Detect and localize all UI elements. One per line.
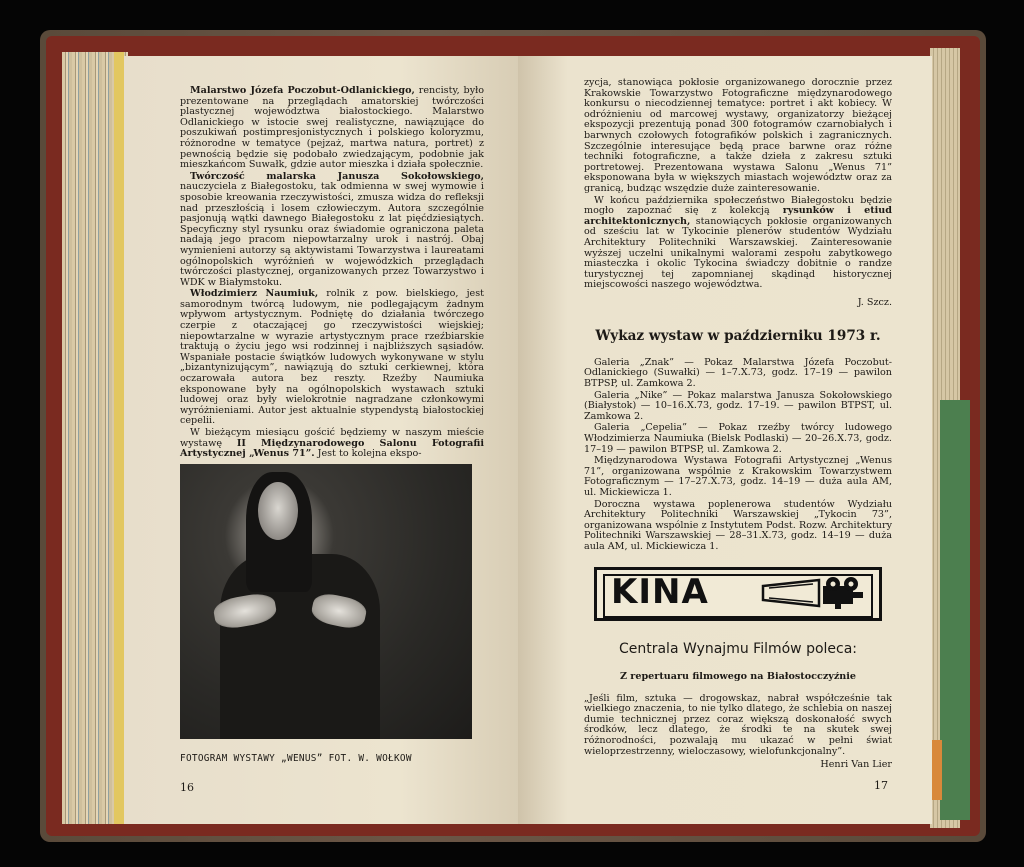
listings-heading: Wykaz wystaw w październiku 1973 r.: [595, 327, 881, 344]
photo-caption: FOTOGRAM WYSTAWY „WENUS” FOT. W. WOŁKOW: [180, 752, 412, 764]
page-number-right: 17: [874, 779, 888, 792]
left-page: [124, 56, 518, 824]
paragraph-wenus: W bieżącym miesiącu gościć będziemy w naszym mieście wystawę II Międzynarodowego Salonu Fotografii Artystycznej „Wenus 71”. Jest to kolejna ekspo-: [180, 427, 484, 460]
page-number-left: 16: [180, 781, 194, 794]
paragraph-wenus-continued: zycja, stanowiąca pokłosie organizowanego dorocznie przez Krakowskie Towarzystwo Fotograficzne międzynarodowego konkursu o niecodziennej tematyce: portret i akt kobiecy. W odróżnieniu od marcowej wystawy, organizatorzy bieżącej ekspozycji prezentują ponad 300 fotogramów czarnobiałych i barwnych czołowych fotografików polskich i zagranicznych. Szczególnie interesujące będą prace barwne oraz różne techniki fotograficzne, a także dzieła z zakresu sztuki portretowej. Prezentowana wystawa Salonu „Wenus 71” eksponowana była w większych miastach województw oraz za granicą, budząc wszędzie duże zainteresowanie.: [584, 77, 892, 194]
film-projector-icon: [759, 576, 869, 610]
quote-author: Henri Van Lier: [820, 759, 892, 771]
right-page: [518, 56, 932, 824]
page-edges-left: [62, 52, 128, 824]
film-quote: „Jeśli film, sztuka — drogowskaz, nabrał współcześnie tak wielkiego znaczenia, to nie tylko dlatego, że schlebia on naszej dumie technicznej przez coraz większą doskonałość swych środków, lecz dlatego, że środki te na skutek swej różnorodności, pozwalają mu ukazać w pełni świat wieloprzestrzenny, wieloczasowy, wielofunkcjonalny”.: [584, 692, 892, 757]
kina-logo: [594, 567, 882, 621]
paragraph-tykocin: W końcu października społeczeństwo Białegostoku będzie mogło zapoznać się z kolekcją rysunków i etiud architektonicznych, stanowiących pokłosie organizowanych od sześciu lat w Tykocinie plenerów studentów Wydziału Architektury Politechniki Warszawskiej. Zainteresowanie wyższej uczelni unikalnymi walorami zespołu zabytkowego miasteczka i okolic Tykocina świadczy dobitnie o randze turystycznej tej zapomnianej skądinąd historycznej miejscowości naszego województwa.: [584, 194, 892, 291]
centrala-heading: Centrala Wynajmu Filmów poleca:: [618, 640, 858, 657]
repertoire-subheading: Z repertuaru filmowego na Białostocczyźnie: [619, 670, 857, 682]
listing-item: Doroczna wystawa poplenerowa studentów Wydziału Architektury Politechniki Warszawskiej „Tykocin 73”, organizowana wspólnie z Instytutem Podst. Rozw. Architektury Politechniki Warszawskiej — 28–31.X.73, godz. 14–19 — duża aula AM, ul. Mickiewicza 1.: [584, 498, 892, 552]
paragraph-poczobut: Malarstwo Józefa Poczobut-Odlanickiego, rencisty, było prezentowane na przeglądach amatorskiej twórczości plastycznej województwa białostockiego. Malarstwo Odlanickiego w istocie swej realistyczne, nawiązujące do poszukiwań postimpresjonistycznych i polskiego koloryzmu, różnorodne w tematyce (pejzaż, martwa natura, portret) z pewnością będzie się podobało zwiedzającym, podobnie jak mieszkańcom Suwałk, gdzie autor mieszka i działa społecznie.: [180, 85, 484, 171]
listing-item: Galeria „Nike” — Pokaz malarstwa Janusza Sokołowskiego (Białystok) — 10–16.X.73, godz. 17–19. — pawilon BTPST, ul. Zamkowa 2.: [584, 389, 892, 422]
kina-logo-text: KINA: [611, 571, 709, 612]
listing-item: Galeria „Znak” — Pokaz Malarstwa Józefa Poczobut-Odlanickiego (Suwałki) — 1–7.X.73, godz. 17–19 — pawilon BTPSP, ul. Zamkowa 2.: [584, 356, 892, 390]
listing-item: Międzynarodowa Wystawa Fotografii Artystycznej „Wenus 71”, organizowana wspólnie z Krakowskim Towarzystwem Fotograficznym — 17–27.X.73, godz. 14–19 — duża aula AM, ul. Mickiewicza 1.: [584, 455, 892, 498]
bookmark-tab-green: [940, 400, 970, 820]
paragraph-naumiuk: Włodzimierz Naumiuk, rolnik z pow. bielskiego, jest samorodnym twórcą ludowym, nie podlegającym żadnym wpływom artystycznym. Podniętę do działania twórczego czerpie z otaczającej go rzeczywistości wiejskiej; niepowtarzalne w wyrazie artystycznym prace rzeźbiarskie traktują o życiu jego wsi rodzinnej i najbliższych sąsiadów. Wspaniałe postacie świątków ludowych wykonywane w stylu „bizantynizującym”, nawiązują do sztuki cerkiewnej, która oczarowała autora bez reszty. Rzeźby Naumiuka eksponowane były na ogólnopolskich wystawach sztuki ludowej oraz były wielokrotnie nagradzane członkowymi wyróżnieniami. Autor jest aktualnie stypendystą białostockiej cepelii.: [180, 288, 484, 427]
right-column: [584, 78, 892, 291]
listing-item: Galeria „Cepelia” — Pokaz rzeźby twórcy ludowego Włodzimierza Naumiuka (Bielsk Podlaski) — 20–26.X.73, godz. 17–19 — pawilon BTPSP, ul. Zamkowa 2.: [584, 422, 892, 455]
paragraph-sokolowski: Twórczość malarska Janusza Sokołowskiego, nauczyciela z Białegostoku, tak odmienna w swej wymowie i sposobie kreowania rzeczywistości, zmusza widza do refleksji nad przeszłością i losem człowieczym. Autora szczególnie pasjonują wątki dawnego Białegostoku z lat pięćdziesiątych. Specyficzny styl rysunku oraz świadomie ograniczona paleta nadają jego pracom niepowtarzalny urok i nastrój. Obaj wymienieni autorzy są aktywistami Towarzystwa i laureatami ogólnopolskich wyróżnień w wojewódzkich przeglądach twórczości plastycznej, organizowanych przez Towarzystwo i WDK w Białymstoku.: [180, 170, 484, 288]
signature: J. Szcz.: [857, 296, 892, 308]
exhibition-photo: [180, 464, 472, 739]
left-column: [180, 86, 484, 460]
listings: [584, 358, 892, 553]
